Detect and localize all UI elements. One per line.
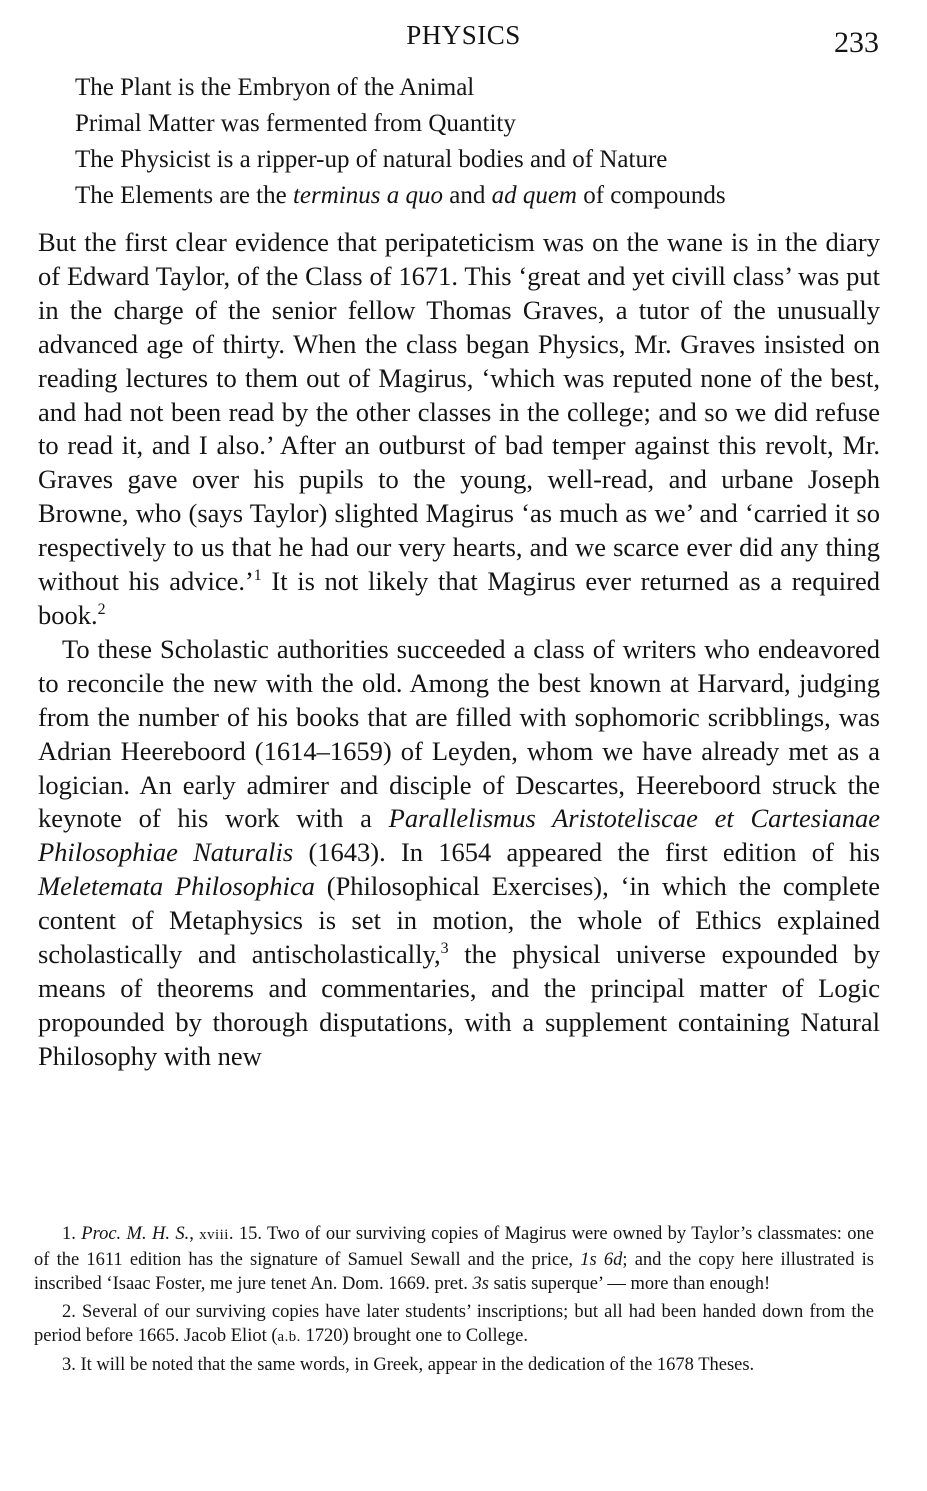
verse-line: The Physicist is a ripper-up of natural bodies and of Nature xyxy=(75,146,668,173)
footnote-ref: 3 xyxy=(440,940,449,958)
verse-italic: terminus a quo xyxy=(292,182,443,209)
paragraph-text: the physical universe expounded by means of theorems and commentaries, and the principal matter of Logic propounded by thorough disputations, with a supplement containing Natural Philosophy with new xyxy=(38,939,880,1071)
footnote-number: 2. xyxy=(62,1301,76,1322)
paragraph-text: But the first clear evidence that peripateticism was on the wane is in the diary of Edward Taylor, of the Class of 1671. This ‘great and yet civill class’ was put in the charge of the senior fellow Thomas Graves, a tutor of the unusually advanced age of thirty. When the class began Physics, Mr. Graves insisted on reading lectures to them out of Magirus, ‘which was reputed none of the best, and had not been read by the other classes in the college; and so we did refuse to read it, and I also.’ After an outburst of bad temper against this revolt, Mr. Graves gave over his pupils to the young, well-read, and urbane Joseph Browne, who (says Taylor) slighted Magirus ‘as much as we’ and ‘carried it so respectively to us that he had our very hearts, and we scarce ever did any thing without his advice.’ xyxy=(38,227,880,597)
citation-volume: xviii xyxy=(199,1227,229,1243)
book-title: Meletemata Philosophica xyxy=(38,871,315,902)
footnote-text: It will be noted that the same words, in Greek, appear in the dedication of the 1678 Theses. xyxy=(80,1354,755,1375)
paragraph-text: To these Scholastic authorities succeeded a class of writers who endeavored to reconcile the new with the old. Among the best known at Harvard, judging from the number of his books that are filled with sophomoric scribblings, was Adrian Heereboord (1614–1659) of Leyden, whom we have already met as a logician. An early admirer and disciple of Descartes, Heereboord struck the keynote of his work with a xyxy=(38,633,880,834)
footnote-text: satis superque’ — more than enough! xyxy=(488,1274,771,1294)
verse-line: Primal Matter was fermented from Quantity xyxy=(75,110,516,137)
footnotes xyxy=(34,1222,874,1380)
verse-block xyxy=(75,70,875,214)
verse-italic: ad quem xyxy=(491,182,577,209)
footnote-ref: 2 xyxy=(97,601,106,619)
paragraph-text: (1643). In 1654 appeared the first edition of his xyxy=(293,837,880,868)
footnote-italic: 1s 6d xyxy=(580,1249,623,1270)
paragraph xyxy=(38,633,880,1074)
paragraph xyxy=(38,226,880,633)
footnote-text: ; and the copy here illustrated is inscribed ‘Isaac Foster, me jure tenet An. Dom. 1669. pret. xyxy=(34,1249,874,1294)
running-head xyxy=(0,20,927,59)
body-text xyxy=(38,226,880,1074)
verse-text: The Elements are the xyxy=(75,182,293,209)
footnote-text: 1720) brought one to College. xyxy=(300,1326,528,1346)
footnote-number: 1. xyxy=(62,1224,76,1244)
verse-text: of compounds xyxy=(576,182,726,209)
footnote-ref: 1 xyxy=(253,567,262,585)
page-number: 233 xyxy=(834,26,879,59)
verse-line: The Plant is the Embryon of the Animal xyxy=(75,74,475,101)
verse-line xyxy=(75,178,875,214)
degree-abbrev: a.b. xyxy=(277,1329,301,1345)
paragraph-text: It is not likely that Magirus ever returned as a required book. xyxy=(38,566,880,630)
footnote-text: . 15. Two of our surviving copies of Magirus were owned by Taylor’s classmates: one of the 1611 edition has the signature of Samuel Sewall and the price, xyxy=(34,1224,875,1270)
book-title: Parallelismus Aristoteliscae et Cartesianae Philosophiae Naturalis xyxy=(38,803,880,868)
verse-text: and xyxy=(442,182,492,209)
footnote-number: 3. xyxy=(62,1354,76,1375)
footnote-text: Several of our surviving copies have later students’ inscriptions; but all had been handed down from the period before 1665. Jacob Eliot ( xyxy=(34,1301,875,1346)
paragraph-text: (Philosophical Exercises), ‘in which the complete content of Metaphysics is set in motion, the whole of Ethics explained scholastically and antischolastically, xyxy=(38,871,880,970)
footnote xyxy=(34,1300,874,1350)
citation: Proc. M. H. S. xyxy=(81,1224,190,1244)
footnote-italic: 3s xyxy=(472,1274,489,1294)
footnote xyxy=(34,1353,874,1378)
footnote: 1. Proc. M. H. S., xviii. 15. Two of our surviving copies of Magirus were owned by Taylor’s classmates: one of the 1611 edition has the signature of Samuel Sewall and the price, 1s 6d; and the copy here illustrated is inscribed ‘Isaac Foster, me jure tenet An. Dom. 1669. pret. 3s satis superque’ — more than enough! xyxy=(34,1224,875,1294)
page-title: PHYSICS xyxy=(406,20,521,50)
